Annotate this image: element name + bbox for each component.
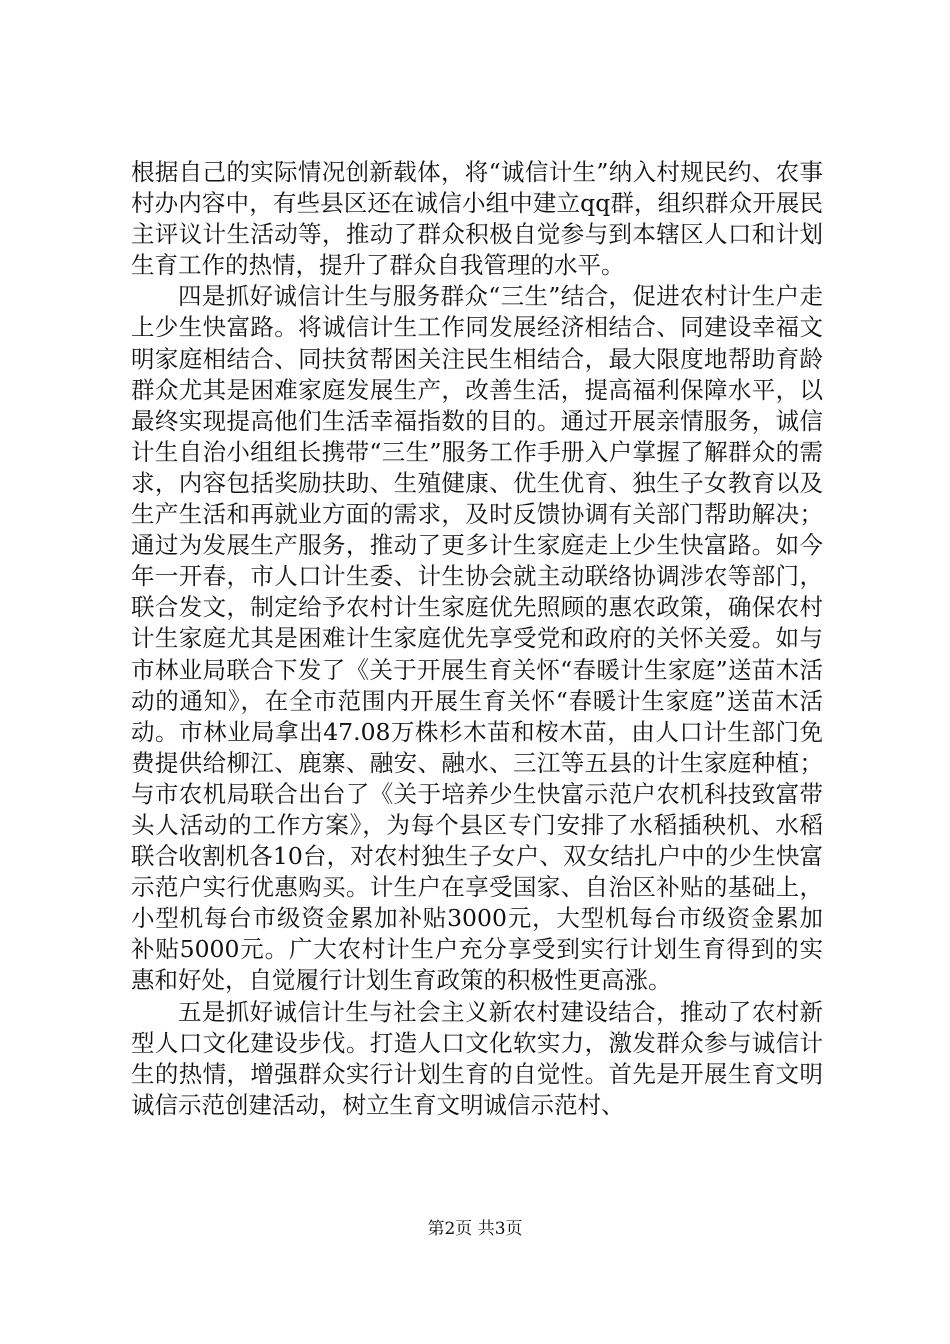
paragraph-item-four: 四是抓好诚信计生与服务群众“三生”结合，促进农村计生户走上少生快富路。将诚信计生工作同发展经济相结合、同建设幸福文明家庭相结合、同扶贫帮困关注民生相结合，最大限度地帮助育龄群众尤其是困难家庭发展生产，改善生活，提高福利保障水平，以最终实现提高他们生活幸福指数的目的。通过开展亲情服务，诚信计生自治小组组长携带“三生”服务工作手册入户掌握了解群众的需求，内容包括奖励扶助、生殖健康、优生优育、独生子女教育以及生产生活和再就业方面的需求，及时反馈协调有关部门帮助解决；通过为发展生产服务，推动了更多计生家庭走上少生快富路。如今年一开春，市人口计生委、计生协会就主动联络协调涉农等部门，联合发文，制定给予农村计生家庭优先照顾的惠农政策，确保农村计生家庭尤其是困难计生家庭优先享受党和政府的关怀关爱。如与市林业局联合下发了《关于开展生育关怀“春暖计生家庭”送苗木活动的通知》，在全市范围内开展生育关怀“春暖计生家庭”送苗木活动。市林业局拿出47.08万株杉木苗和桉木苗，由人口计生部门免费提供给柳江、鹿寨、融安、融水、三江等五县的计生家庭种植；与市农机局联合出台了《关于培养少生快富示范户农机科技致富带头人活动的工作方案》，为每个县区专门安排了水稻插秧机、水稻联合收割机各10台，对农村独生子女户、双女结扎户中的少生快富示范户实行优惠购买。计生户在享受国家、自治区补贴的基础上，小型机每台市级资金累加补贴3000元，大型机每台市级资金累加补贴5000元。广大农村计生户充分享受到实行计划生育得到的实惠和好处，自觉履行计划生育政策的积极性更高涨。 [131, 282, 823, 995]
page-indicator: 第2页 共3页 [427, 1219, 523, 1239]
document-body [131, 157, 823, 1121]
page-footer [0, 1214, 950, 1239]
paragraph-continuation: 根据自己的实际情况创新载体，将“诚信计生”纳入村规民约、农事村办内容中，有些县区还在诚信小组中建立qq群，组织群众开展民主评议计生活动等，推动了群众积极自觉参与到本辖区人口和计划生育工作的热情，提升了群众自我管理的水平。 [131, 158, 823, 280]
paragraph-item-five: 五是抓好诚信计生与社会主义新农村建设结合，推动了农村新型人口文化建设步伐。打造人口文化软实力，激发群众参与诚信计生的热情，增强群众实行计划生育的自觉性。首先是开展生育文明诚信示范创建活动，树立生育文明诚信示范村、 [131, 997, 823, 1119]
